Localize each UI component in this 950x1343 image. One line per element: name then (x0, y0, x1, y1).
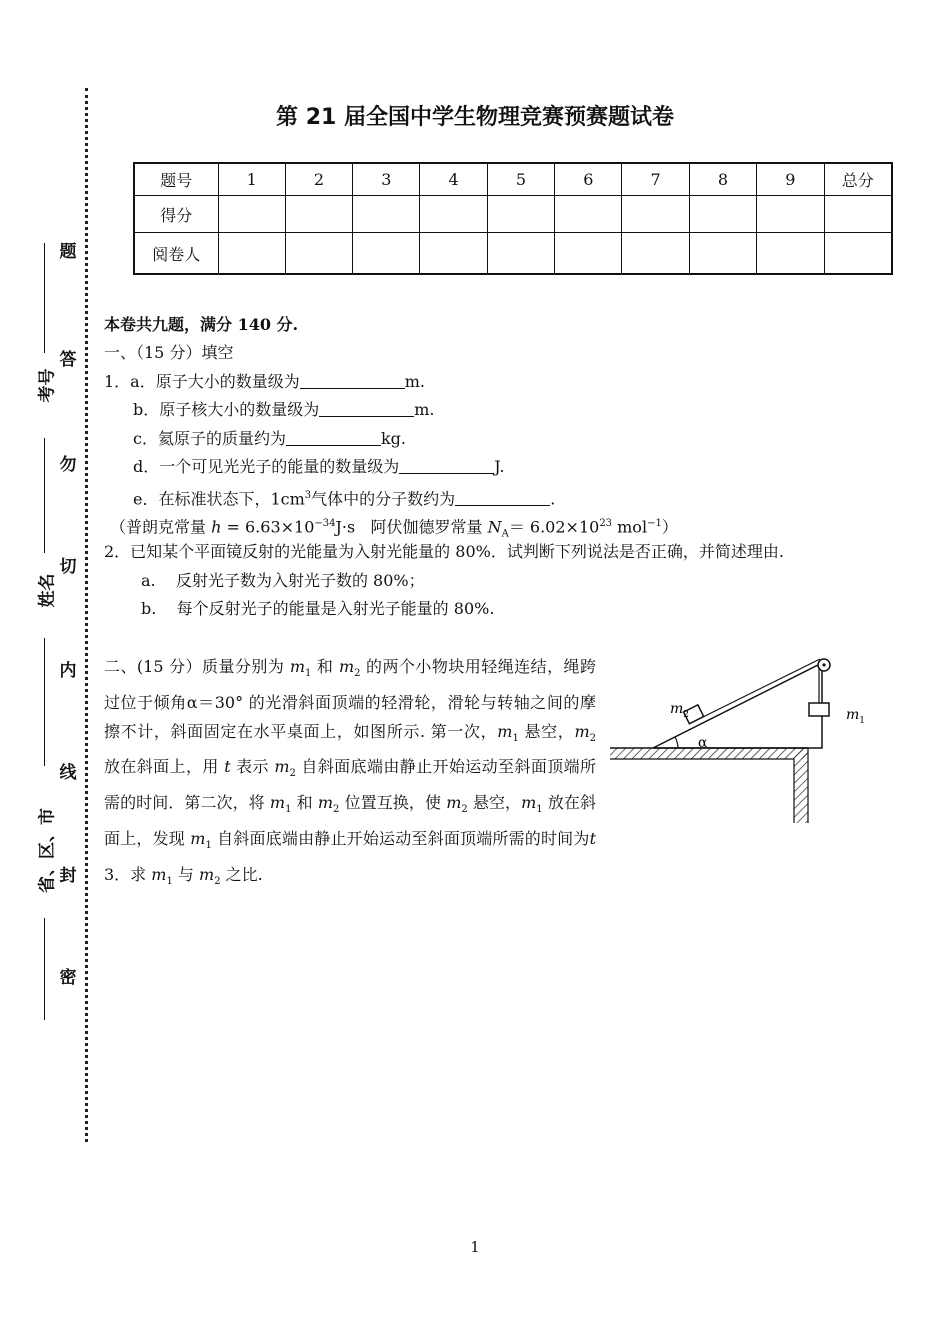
score-cell (555, 196, 622, 233)
margin-char: 勿 (59, 455, 77, 475)
table-header-cell: 2 (285, 163, 352, 196)
m-sub: 2 (461, 804, 468, 816)
q1e-line (133, 485, 555, 510)
m-symbol: m (199, 865, 215, 885)
q1d-unit: J. (494, 457, 505, 476)
m-symbol: m (317, 793, 334, 813)
score-cell (622, 233, 689, 275)
margin-char: 线 (59, 763, 77, 783)
svg-text:m2 (670, 701, 689, 720)
province-field-label: 省、区、市 (37, 808, 58, 893)
score-cell (757, 196, 824, 233)
table-header-cell: 5 (487, 163, 554, 196)
section1-heading: 一、（15 分）填空 (104, 343, 234, 362)
table-header-cell: 题号 (134, 163, 218, 196)
table-header-cell: 总分 (824, 163, 892, 196)
s2-text: 和 (291, 793, 318, 813)
s2-text: 放在斜面上，用 (104, 757, 225, 777)
m-sub: 2 (589, 732, 596, 744)
t-symbol: t (589, 829, 596, 849)
svg-text:m1 (846, 707, 865, 726)
m-sub: 1 (512, 732, 519, 744)
s2-text: 位置互换，使 (339, 793, 447, 813)
na-exponent: 23 (599, 518, 613, 529)
q2b-text: 每个反射光子的能量是入射光子能量的 80%. (176, 599, 495, 618)
answer-blank (399, 457, 494, 474)
q1c-text: c．氦原子的质量约为 (133, 429, 286, 448)
h-value: = 6.63×10 (221, 517, 315, 537)
q1e-sup: 3 (304, 490, 312, 501)
na-symbol: N (487, 517, 502, 537)
label-m2: m (670, 701, 684, 717)
score-cell (487, 233, 554, 275)
q1a-text: 1．a．原子大小的数量级为 (104, 372, 300, 391)
label-alpha: α (698, 735, 708, 751)
page-number: 1 (470, 1238, 480, 1256)
m-symbol: m (151, 865, 167, 885)
score-cell (353, 233, 420, 275)
score-cell (487, 196, 554, 233)
table-leg-hatch (794, 748, 808, 823)
score-cell (285, 233, 352, 275)
score-cell (622, 196, 689, 233)
m-symbol: m (289, 657, 305, 676)
margin-char: 题 (59, 242, 77, 262)
field-line (44, 638, 45, 766)
score-cell (218, 196, 285, 233)
const-close: ） (661, 517, 678, 537)
q1a-line (104, 371, 425, 393)
score-cell (420, 196, 487, 233)
angle-arc (675, 737, 678, 748)
s2-text: 放在斜面上，发现 (104, 793, 596, 849)
h-exponent: −34 (314, 518, 336, 529)
m-sub: 2 (333, 804, 340, 816)
table-header-cell: 1 (218, 163, 285, 196)
field-line (44, 918, 45, 1020)
row-label: 得分 (134, 196, 218, 233)
na-subscript: A (501, 528, 509, 540)
table-header-cell: 9 (757, 163, 824, 196)
na-unit-exponent: −1 (647, 518, 662, 529)
table-header-cell: 4 (420, 163, 487, 196)
margin-char: 密 (59, 968, 77, 988)
margin-char: 封 (59, 866, 77, 886)
margin-char: 切 (59, 557, 77, 577)
h-symbol: h (211, 517, 222, 537)
block-m1 (809, 703, 829, 716)
table-row (134, 233, 892, 275)
answer-blank (300, 372, 405, 389)
score-cell (824, 233, 892, 275)
na-label: 阿伏伽德罗常量 (370, 517, 483, 537)
section2-paragraph (104, 653, 596, 897)
score-cell (420, 233, 487, 275)
score-cell (689, 196, 756, 233)
margin-char: 内 (59, 661, 77, 681)
q1e-text-mid: 气体中的分子数约为 (311, 489, 456, 509)
m-sub: 1 (205, 840, 212, 852)
m-sub: 1 (305, 668, 312, 680)
table-row (134, 196, 892, 233)
q2a-label: a. (141, 571, 156, 590)
score-table (133, 162, 893, 275)
s2-text: 二、(15 分）质量分别为 (104, 657, 290, 676)
m-sub: 2 (214, 876, 221, 888)
answer-blank (286, 429, 381, 446)
score-cell (824, 196, 892, 233)
score-cell (285, 196, 352, 233)
s2-text: 3．求 (104, 865, 152, 885)
q2a-text: 反射光子数为入射光子数的 80%； (175, 571, 425, 590)
m-symbol: m (274, 757, 290, 777)
m-sub: 1 (285, 804, 292, 816)
q1b-unit: m. (414, 400, 435, 419)
score-cell (353, 196, 420, 233)
q1b-line (133, 399, 435, 421)
s2-text: 悬空， (467, 793, 522, 813)
q2b-label: b. (141, 599, 157, 618)
kaohao-field-label: 考号 (37, 368, 58, 403)
label-m1: m (846, 707, 860, 723)
s2-text: 表示 (230, 757, 275, 777)
na-unit: mol (612, 517, 648, 537)
binding-dotted-line (85, 88, 88, 1142)
margin-char: 答 (59, 350, 77, 370)
table-header-cell: 3 (353, 163, 420, 196)
s2-text: 的两个小物块用轻绳连结，绳跨过位于倾角α＝30° 的光滑斜面顶端的轻滑轮，滑轮与转轴之间的摩擦不计，斜面固定在水平桌面上，如图所示. 第一次， (104, 657, 596, 741)
q2a-line (141, 570, 425, 592)
m-symbol: m (269, 793, 286, 813)
answer-blank (319, 400, 414, 417)
q2-stem: 2．已知某个平面镜反射的光能量为入射光能量的 80%．试判断下列说法是否正确，并简述理由. (104, 542, 784, 561)
t-symbol: t (224, 757, 231, 777)
q1b-text: b．原子核大小的数量级为 (133, 400, 320, 419)
q1c-line (133, 428, 406, 450)
s2-text: 悬空， (518, 721, 575, 741)
m-symbol: m (338, 657, 355, 676)
table-header-row (134, 163, 892, 196)
s2-text: 自斜面底端由静止开始运动至斜面顶端所需的时间为 (211, 829, 590, 849)
s2-text: 自斜面底端由静止开始运动至斜面顶端所需的时间．第二次，将 (104, 757, 596, 813)
field-line (44, 243, 45, 353)
intro-text: 本卷共九题，满分 140 分. (104, 315, 299, 334)
m-sub: 1 (166, 876, 173, 888)
score-cell (218, 233, 285, 275)
s2-text: 和 (311, 657, 339, 676)
const-open: （普朗克常量 (110, 517, 207, 537)
m-symbol: m (521, 793, 537, 813)
m-sub: 1 (536, 804, 543, 816)
score-cell (555, 233, 622, 275)
q1a-unit: m. (404, 372, 425, 391)
q1e-end: . (550, 489, 556, 509)
m-symbol: m (446, 793, 462, 813)
m-symbol: m (574, 721, 590, 741)
score-cell (689, 233, 756, 275)
na-value: ＝ 6.02×10 (508, 517, 600, 537)
figure-svg (608, 655, 870, 830)
m-symbol: m (190, 829, 206, 849)
score-cell (757, 233, 824, 275)
row-label: 阅卷人 (134, 233, 218, 275)
s2-text: 与 (172, 865, 200, 885)
q2b-line (141, 598, 494, 620)
pulley-axle (822, 663, 825, 666)
table-hatch (610, 748, 808, 759)
m-sub: 2 (289, 768, 296, 780)
q1d-text: d．一个可见光光子的能量的数量级为 (133, 457, 400, 476)
table-header-cell: 8 (689, 163, 756, 196)
rope-incline (703, 659, 820, 717)
xingming-field-label: 姓名 (37, 573, 58, 608)
m-symbol: m (497, 721, 513, 741)
q1c-unit: kg. (380, 429, 406, 448)
q1e-text: e．在标准状态下，1cm (133, 489, 305, 509)
incline-pulley-figure (608, 655, 870, 834)
m-sub: 2 (354, 668, 361, 680)
s2-text: 之比. (220, 865, 263, 885)
answer-blank (455, 489, 550, 506)
table-header-cell: 6 (555, 163, 622, 196)
table-header-cell: 7 (622, 163, 689, 196)
label-m1-sub: 1 (859, 716, 866, 726)
page-title: 第 21 届全国中学生物理竞赛预赛题试卷 (276, 105, 674, 130)
h-unit: J·s (335, 517, 356, 537)
label-m2-sub: 2 (683, 710, 690, 720)
q1d-line (133, 456, 505, 478)
field-line (44, 438, 45, 553)
